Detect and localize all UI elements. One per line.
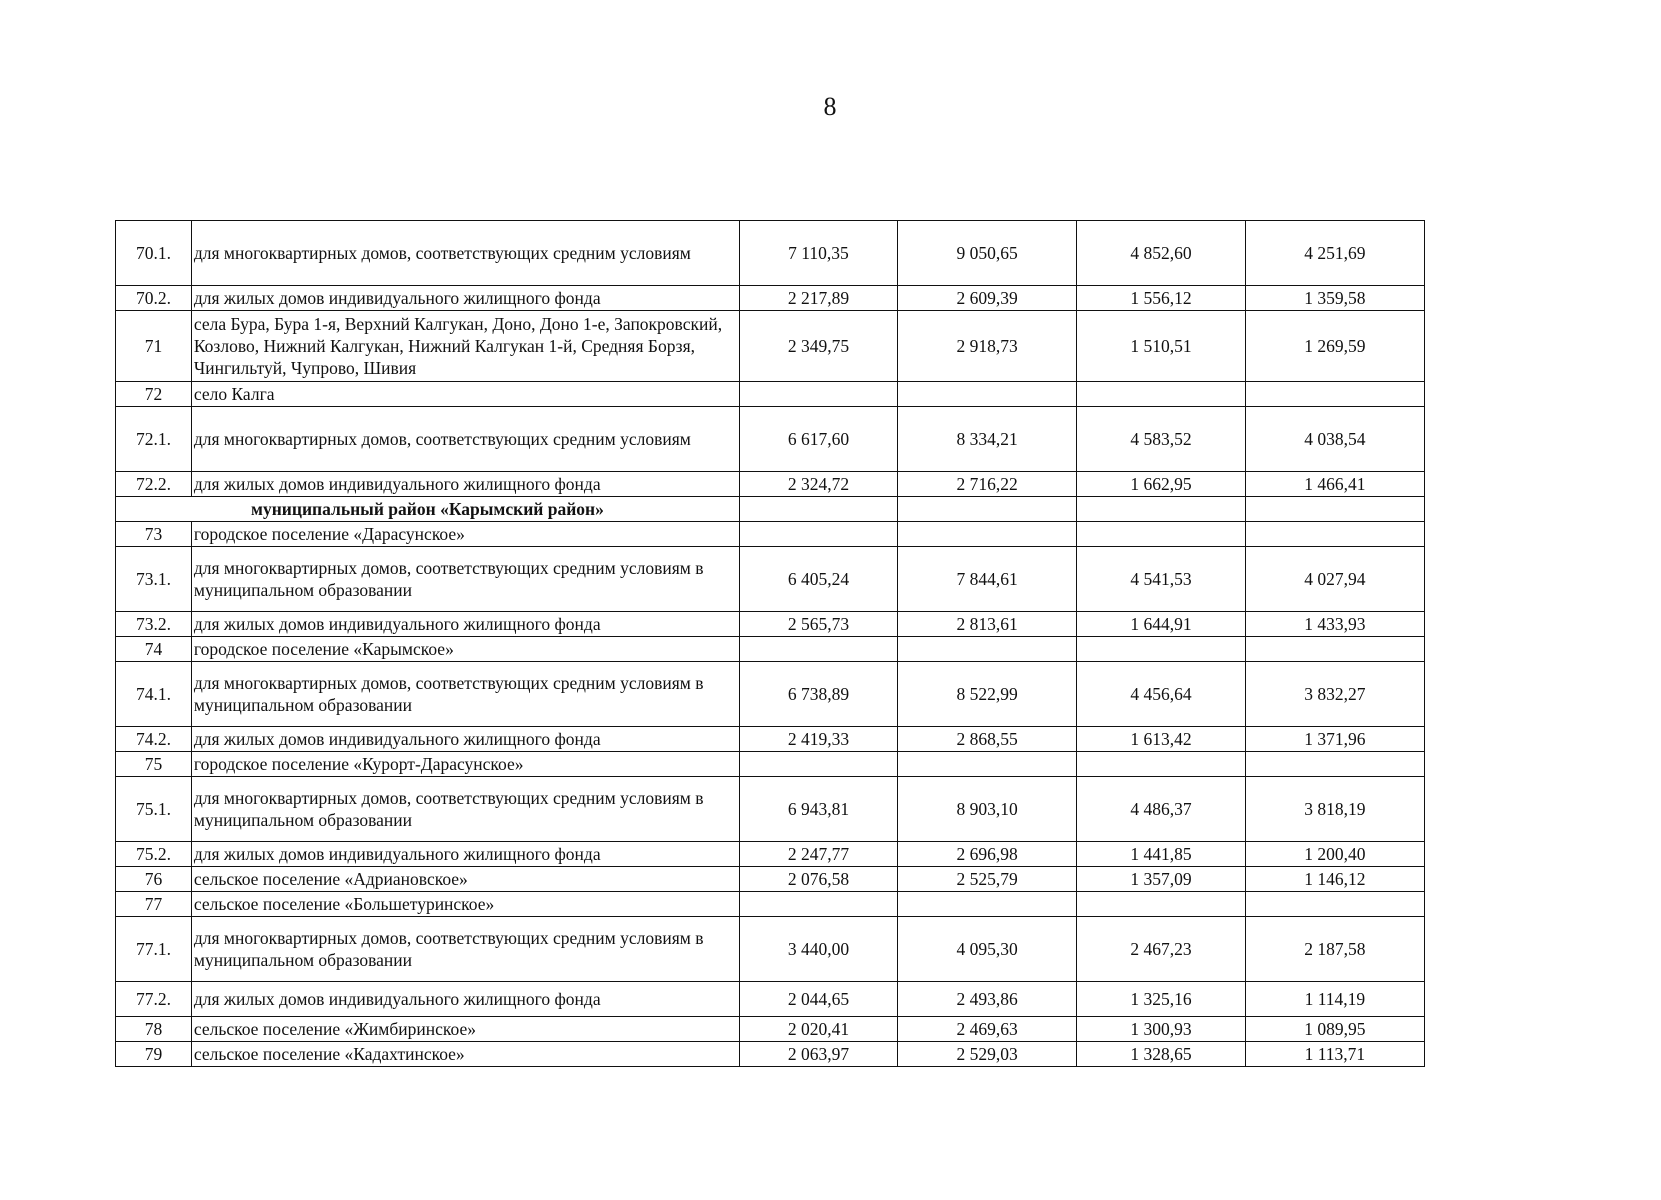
- empty-cell: [739, 497, 897, 522]
- row-description: сельское поселение «Адриановское»: [191, 867, 739, 892]
- table-body: [116, 221, 1425, 1067]
- value-cell: 2 565,73: [739, 612, 897, 637]
- table-row: [116, 892, 1425, 917]
- value-cell: 2 868,55: [898, 727, 1077, 752]
- value-cell: 2 696,98: [898, 842, 1077, 867]
- value-cell: [1077, 522, 1246, 547]
- value-cell: [1245, 522, 1424, 547]
- value-cell: [739, 892, 897, 917]
- value-cell: 2 813,61: [898, 612, 1077, 637]
- value-cell: 4 486,37: [1077, 777, 1246, 842]
- value-cell: 1 662,95: [1077, 472, 1246, 497]
- value-cell: [739, 382, 897, 407]
- table-row: [116, 637, 1425, 662]
- value-cell: 2 247,77: [739, 842, 897, 867]
- row-number: 74.2.: [116, 727, 192, 752]
- value-cell: [1245, 752, 1424, 777]
- value-cell: 4 583,52: [1077, 407, 1246, 472]
- table-row: [116, 472, 1425, 497]
- value-cell: 1 114,19: [1245, 982, 1424, 1017]
- value-cell: 1 357,09: [1077, 867, 1246, 892]
- value-cell: 2 076,58: [739, 867, 897, 892]
- table-row: [116, 547, 1425, 612]
- table-row: [116, 777, 1425, 842]
- table-row: [116, 382, 1425, 407]
- row-description: городское поселение «Курорт-Дарасунское»: [191, 752, 739, 777]
- value-cell: 3 440,00: [739, 917, 897, 982]
- row-description: для многоквартирных домов, соответствующих средним условиям в муниципальном образовании: [191, 777, 739, 842]
- value-cell: 1 433,93: [1245, 612, 1424, 637]
- row-number: 74.1.: [116, 662, 192, 727]
- value-cell: 4 095,30: [898, 917, 1077, 982]
- row-number: 75.1.: [116, 777, 192, 842]
- value-cell: 1 325,16: [1077, 982, 1246, 1017]
- row-description: для жилых домов индивидуального жилищного фонда: [191, 286, 739, 311]
- value-cell: 4 456,64: [1077, 662, 1246, 727]
- value-cell: 1 269,59: [1245, 311, 1424, 382]
- value-cell: 2 217,89: [739, 286, 897, 311]
- value-cell: 6 617,60: [739, 407, 897, 472]
- row-number: 75.2.: [116, 842, 192, 867]
- row-number: 70.1.: [116, 221, 192, 286]
- value-cell: 1 113,71: [1245, 1042, 1424, 1067]
- value-cell: 3 832,27: [1245, 662, 1424, 727]
- row-number: 73: [116, 522, 192, 547]
- row-description: для жилых домов индивидуального жилищного фонда: [191, 727, 739, 752]
- row-number: 79: [116, 1042, 192, 1067]
- value-cell: 2 324,72: [739, 472, 897, 497]
- value-cell: 4 852,60: [1077, 221, 1246, 286]
- page-number: 8: [823, 92, 837, 121]
- value-cell: [739, 637, 897, 662]
- row-number: 75: [116, 752, 192, 777]
- row-description: для многоквартирных домов, соответствующих средним условиям в муниципальном образовании: [191, 917, 739, 982]
- value-cell: [739, 752, 897, 777]
- value-cell: 6 405,24: [739, 547, 897, 612]
- value-cell: 1 510,51: [1077, 311, 1246, 382]
- value-cell: 8 522,99: [898, 662, 1077, 727]
- value-cell: [739, 522, 897, 547]
- value-cell: [1245, 892, 1424, 917]
- empty-cell: [898, 497, 1077, 522]
- value-cell: [1077, 892, 1246, 917]
- value-cell: 1 644,91: [1077, 612, 1246, 637]
- table-row: [116, 982, 1425, 1017]
- value-cell: 2 349,75: [739, 311, 897, 382]
- row-number: 72.1.: [116, 407, 192, 472]
- row-description: для многоквартирных домов, соответствующих средним условиям в муниципальном образовании: [191, 662, 739, 727]
- value-cell: 1 613,42: [1077, 727, 1246, 752]
- value-cell: 4 027,94: [1245, 547, 1424, 612]
- value-cell: [898, 892, 1077, 917]
- row-number: 73.2.: [116, 612, 192, 637]
- row-description: для жилых домов индивидуального жилищного фонда: [191, 842, 739, 867]
- value-cell: 1 300,93: [1077, 1017, 1246, 1042]
- value-cell: 2 467,23: [1077, 917, 1246, 982]
- value-cell: 9 050,65: [898, 221, 1077, 286]
- table-row: [116, 867, 1425, 892]
- value-cell: 6 738,89: [739, 662, 897, 727]
- empty-cell: [1245, 497, 1424, 522]
- row-number: 72: [116, 382, 192, 407]
- value-cell: 2 469,63: [898, 1017, 1077, 1042]
- value-cell: 2 716,22: [898, 472, 1077, 497]
- value-cell: [1077, 637, 1246, 662]
- table-row: [116, 522, 1425, 547]
- value-cell: 4 038,54: [1245, 407, 1424, 472]
- table-row: [116, 842, 1425, 867]
- value-cell: 7 110,35: [739, 221, 897, 286]
- value-cell: [1245, 382, 1424, 407]
- value-cell: 1 089,95: [1245, 1017, 1424, 1042]
- table-row: [116, 311, 1425, 382]
- row-number: 70.2.: [116, 286, 192, 311]
- row-description: для многоквартирных домов, соответствующих средним условиям в муниципальном образовании: [191, 547, 739, 612]
- row-number: 72.2.: [116, 472, 192, 497]
- value-cell: 2 419,33: [739, 727, 897, 752]
- value-cell: 2 525,79: [898, 867, 1077, 892]
- value-cell: 4 251,69: [1245, 221, 1424, 286]
- table-row: [116, 407, 1425, 472]
- value-cell: 2 493,86: [898, 982, 1077, 1017]
- row-number: 78: [116, 1017, 192, 1042]
- value-cell: 1 441,85: [1077, 842, 1246, 867]
- row-number: 73.1.: [116, 547, 192, 612]
- table-row: [116, 1017, 1425, 1042]
- row-number: 77.2.: [116, 982, 192, 1017]
- value-cell: [898, 637, 1077, 662]
- row-number: 76: [116, 867, 192, 892]
- value-cell: [898, 752, 1077, 777]
- value-cell: 2 187,58: [1245, 917, 1424, 982]
- section-heading: муниципальный район «Карымский район»: [116, 497, 740, 522]
- row-description: городское поселение «Дарасунское»: [191, 522, 739, 547]
- value-cell: 6 943,81: [739, 777, 897, 842]
- table-row: [116, 221, 1425, 286]
- row-description: городское поселение «Карымское»: [191, 637, 739, 662]
- value-cell: 3 818,19: [1245, 777, 1424, 842]
- value-cell: 2 609,39: [898, 286, 1077, 311]
- table-row: [116, 1042, 1425, 1067]
- row-number: 77.1.: [116, 917, 192, 982]
- value-cell: 1 466,41: [1245, 472, 1424, 497]
- row-description: сельское поселение «Жимбиринское»: [191, 1017, 739, 1042]
- table-row: [116, 612, 1425, 637]
- row-description: для жилых домов индивидуального жилищного фонда: [191, 612, 739, 637]
- row-number: 74: [116, 637, 192, 662]
- tariff-table: [115, 220, 1425, 1067]
- value-cell: 2 020,41: [739, 1017, 897, 1042]
- row-description: сельское поселение «Кадахтинское»: [191, 1042, 739, 1067]
- table-row: [116, 286, 1425, 311]
- table-row: [116, 662, 1425, 727]
- row-description: для многоквартирных домов, соответствующих средним условиям: [191, 407, 739, 472]
- value-cell: 8 334,21: [898, 407, 1077, 472]
- value-cell: [1245, 637, 1424, 662]
- value-cell: 8 903,10: [898, 777, 1077, 842]
- value-cell: 1 328,65: [1077, 1042, 1246, 1067]
- value-cell: 1 146,12: [1245, 867, 1424, 892]
- value-cell: 2 529,03: [898, 1042, 1077, 1067]
- value-cell: [898, 382, 1077, 407]
- row-description: для жилых домов индивидуального жилищного фонда: [191, 982, 739, 1017]
- value-cell: 4 541,53: [1077, 547, 1246, 612]
- value-cell: 1 200,40: [1245, 842, 1424, 867]
- value-cell: 2 918,73: [898, 311, 1077, 382]
- value-cell: 1 371,96: [1245, 727, 1424, 752]
- row-description: село Калга: [191, 382, 739, 407]
- value-cell: [898, 522, 1077, 547]
- row-number: 77: [116, 892, 192, 917]
- row-description: села Бура, Бура 1-я, Верхний Калгукан, Доно, Доно 1-е, Запокровский, Козлово, Нижний Калгукан, Нижний Калгукан 1-й, Средняя Борзя, Чингильтуй, Чупрово, Шивия: [191, 311, 739, 382]
- table-row: [116, 497, 1425, 522]
- row-number: 71: [116, 311, 192, 382]
- table-row: [116, 752, 1425, 777]
- row-description: для многоквартирных домов, соответствующих средним условиям: [191, 221, 739, 286]
- value-cell: [1077, 382, 1246, 407]
- table-row: [116, 727, 1425, 752]
- empty-cell: [1077, 497, 1246, 522]
- value-cell: 1 359,58: [1245, 286, 1424, 311]
- value-cell: 2 063,97: [739, 1042, 897, 1067]
- row-description: сельское поселение «Большетуринское»: [191, 892, 739, 917]
- value-cell: 1 556,12: [1077, 286, 1246, 311]
- value-cell: [1077, 752, 1246, 777]
- value-cell: 7 844,61: [898, 547, 1077, 612]
- value-cell: 2 044,65: [739, 982, 897, 1017]
- row-description: для жилых домов индивидуального жилищного фонда: [191, 472, 739, 497]
- table-row: [116, 917, 1425, 982]
